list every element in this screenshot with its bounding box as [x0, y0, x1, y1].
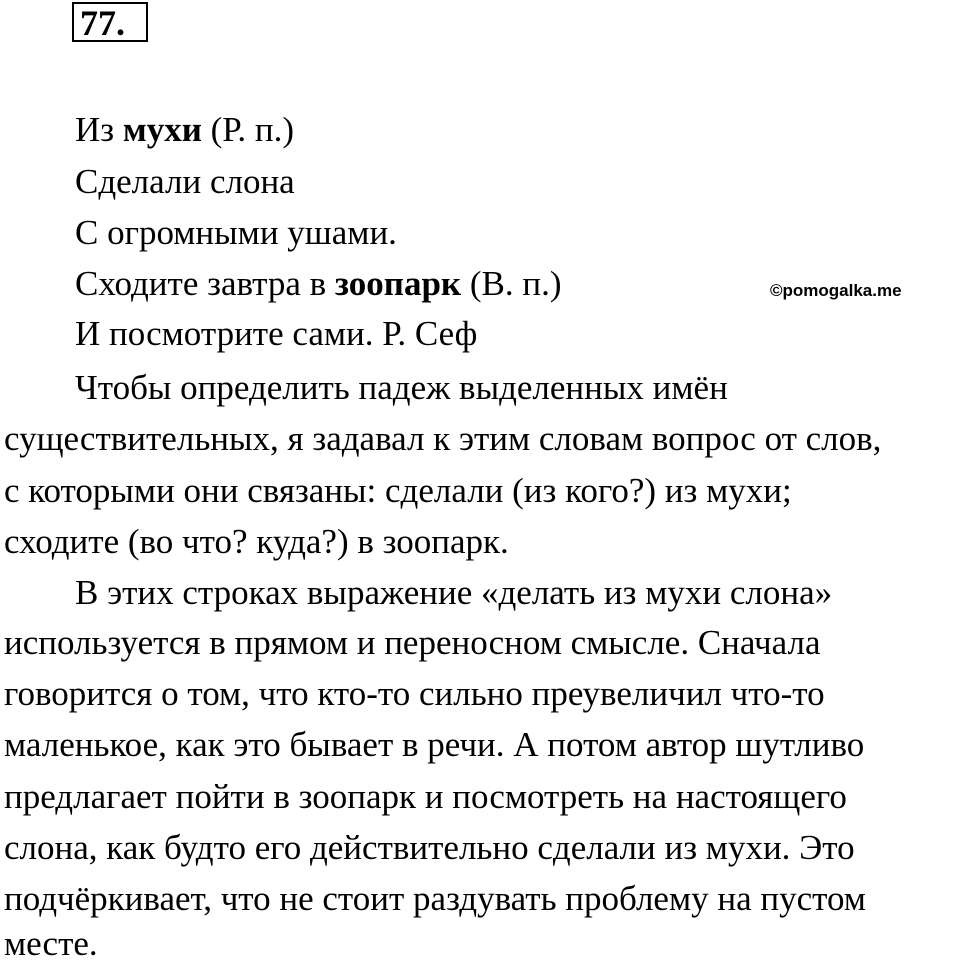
paragraph2-line-8: месте. [4, 924, 98, 963]
paragraph1-line-3: с которыми они связаны: сделали (из кого?) из мухи; [4, 471, 792, 510]
paragraph2-line-1: В этих строках выражение «делать из мухи слона» [75, 573, 833, 612]
poem-line-2: Сделали слона [75, 162, 295, 201]
poem-line-1-pre: Из [75, 110, 123, 149]
poem-line-1-post: (Р. п.) [201, 110, 295, 149]
task-number-box [72, 2, 148, 42]
poem-line-3: С огромными ушами. [75, 213, 397, 252]
poem-line-4-post: (В. п.) [461, 264, 562, 303]
poem-line-1 [75, 104, 294, 156]
paragraph2-line-6: слона, как будто его действительно сделали из мухи. Это [4, 828, 855, 867]
paragraph1-line-2: существительных, я задавал к этим словам вопрос от слов, [4, 419, 882, 458]
highlighted-word-zoopark: зоопарк [334, 264, 462, 303]
paragraph2-line-2: используется в прямом и переносном смысле. Сначала [4, 623, 821, 662]
paragraph2-line-7: подчёркивает, что не стоит раздувать проблему на пустом [4, 879, 866, 918]
paragraph2-line-5: предлагает пойти в зоопарк и посмотреть на настоящего [4, 777, 847, 816]
paragraph1-line-1: Чтобы определить падеж выделенных имён [75, 368, 728, 407]
paragraph2-line-4: маленькое, как это бывает в речи. А потом автор шутливо [4, 725, 865, 764]
watermark: ©pomogalka.me [770, 281, 902, 300]
poem-line-4 [75, 258, 561, 310]
task-number: 77. [80, 3, 125, 43]
poem-line-4-pre: Сходите завтра в [75, 264, 335, 303]
paragraph1-line-4: сходите (во что? куда?) в зоопарк. [4, 522, 509, 561]
poem-line-5: И посмотрите сами. Р. Сеф [75, 314, 478, 353]
highlighted-word-mukhi: мухи [122, 110, 202, 149]
paragraph2-line-3: говорится о том, что кто-то сильно преувеличил что-то [4, 674, 825, 713]
